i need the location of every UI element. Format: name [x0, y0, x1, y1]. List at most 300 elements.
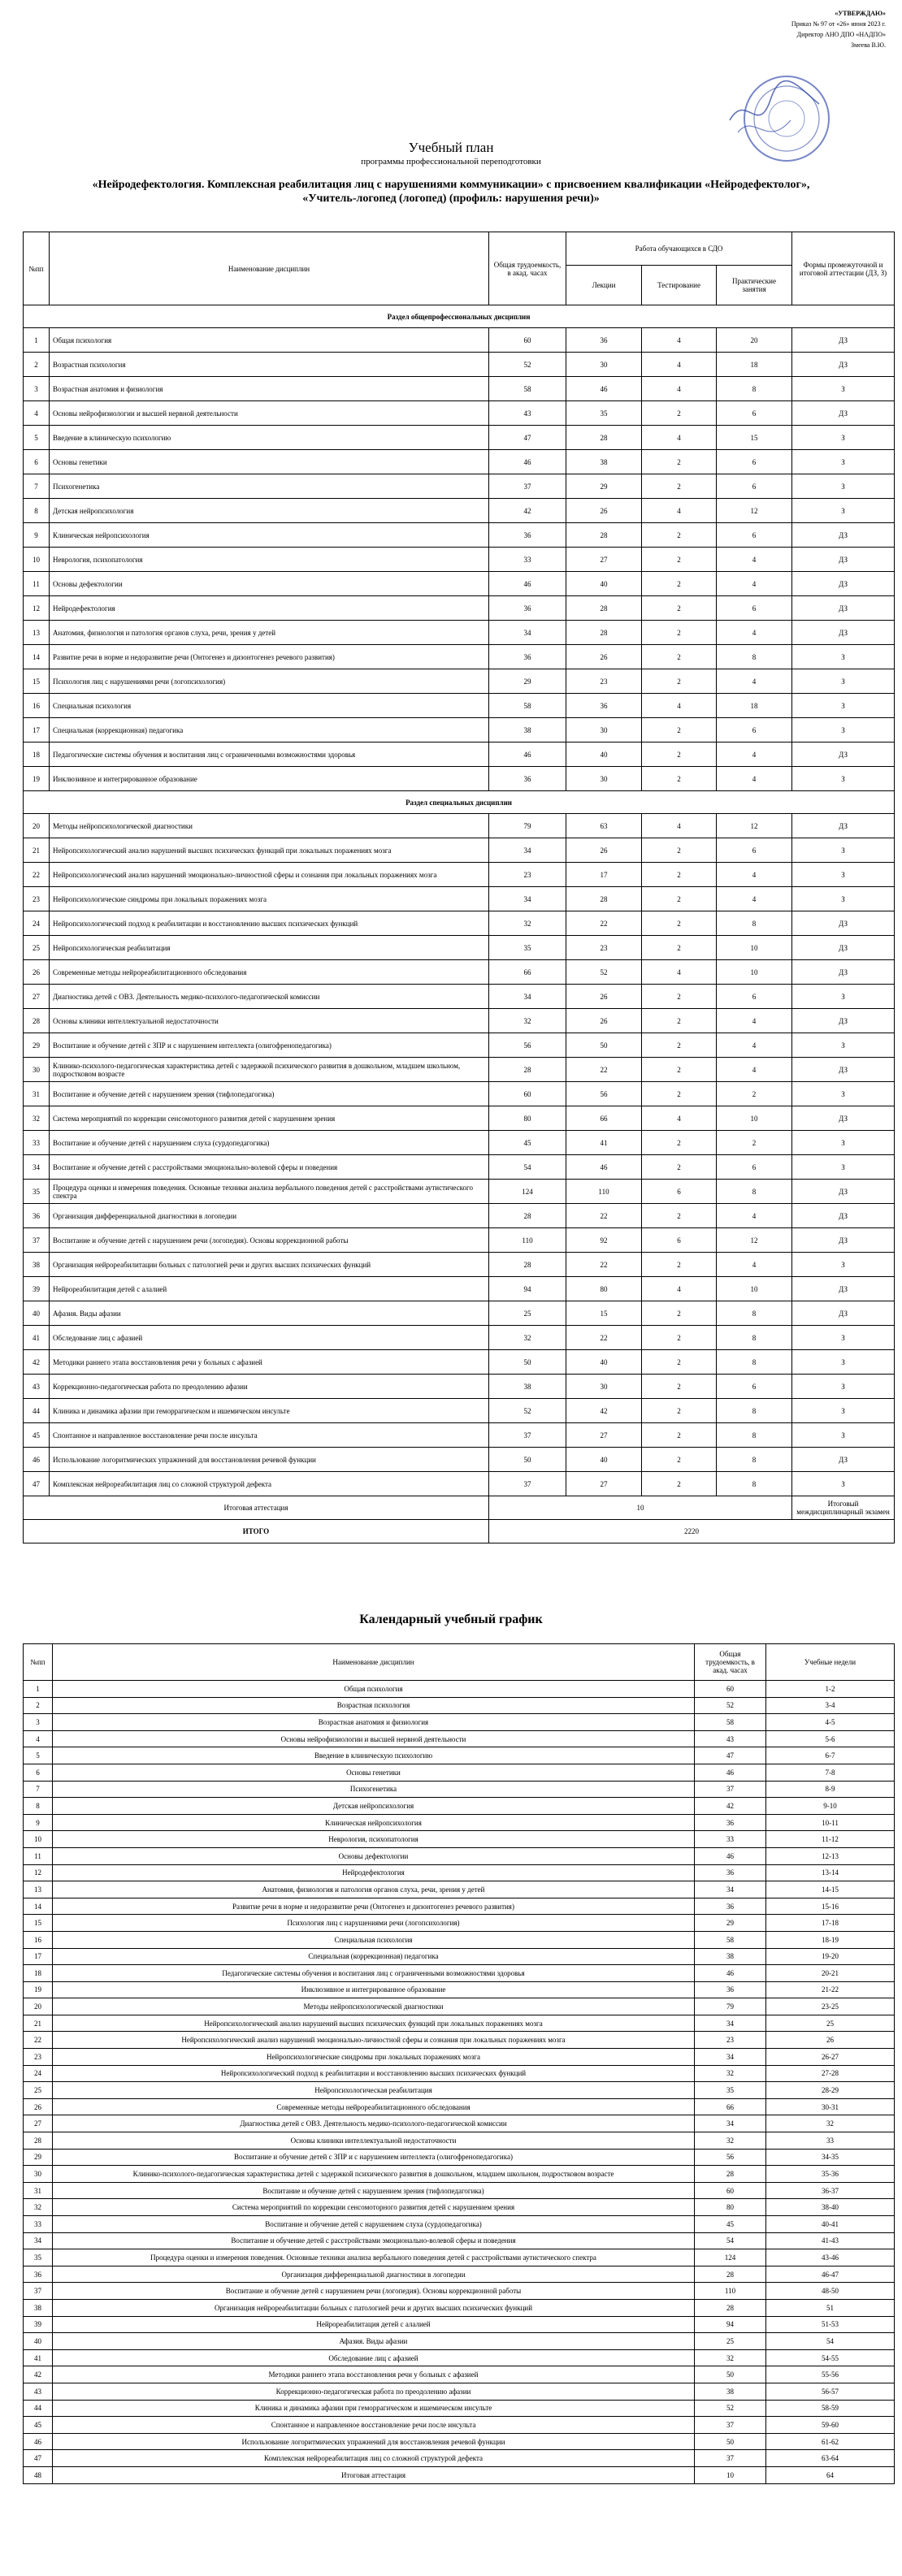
table-row — [24, 694, 895, 718]
table-row — [24, 1423, 895, 1448]
discipline-name: Специальная (коррекционная) педагогика — [53, 1948, 695, 1965]
discipline-name: Психология лиц с нарушениями речи (логопсихология) — [53, 1915, 695, 1932]
row-num: 31 — [24, 1082, 50, 1106]
row-num: 31 — [24, 2182, 53, 2199]
testing-hours: 4 — [642, 499, 717, 523]
attestation-form: З — [792, 426, 895, 450]
testing-hours: 2 — [642, 621, 717, 645]
schedule-row — [24, 2166, 895, 2183]
lecture-hours: 28 — [566, 621, 642, 645]
row-num: 1 — [24, 1681, 53, 1698]
schedule-row — [24, 2032, 895, 2049]
total-hours: 42 — [695, 1798, 766, 1815]
lecture-hours: 38 — [566, 450, 642, 474]
testing-hours: 2 — [642, 596, 717, 621]
total-hours: 25 — [489, 1301, 566, 1326]
attestation-form: ДЗ — [792, 621, 895, 645]
testing-hours: 2 — [642, 838, 717, 863]
row-num: 29 — [24, 2149, 53, 2166]
testing-hours: 4 — [642, 694, 717, 718]
discipline-name: Нейрореабилитация детей с алалией — [50, 1277, 489, 1301]
table-row — [24, 1082, 895, 1106]
testing-hours: 2 — [642, 767, 717, 791]
testing-hours: 2 — [642, 401, 717, 426]
study-weeks: 61-62 — [766, 2433, 895, 2450]
total-hours: 38 — [695, 2383, 766, 2400]
testing-hours: 2 — [642, 1326, 717, 1350]
schedule-row — [24, 2149, 895, 2166]
table-row — [24, 742, 895, 767]
table-row — [24, 1350, 895, 1375]
row-num: 30 — [24, 1058, 50, 1082]
discipline-name: Общая психология — [53, 1681, 695, 1698]
schedule-row — [24, 1881, 895, 1898]
row-num: 25 — [24, 2082, 53, 2099]
total-hours: 32 — [489, 1326, 566, 1350]
discipline-name: Психогенетика — [53, 1781, 695, 1798]
testing-hours: 2 — [642, 718, 717, 742]
practice-hours: 8 — [717, 1472, 792, 1496]
attestation-form: З — [792, 887, 895, 911]
total-hours: 34 — [489, 887, 566, 911]
row-num: 9 — [24, 1814, 53, 1831]
total-hours: 28 — [695, 2299, 766, 2316]
approval-block — [699, 8, 886, 50]
testing-hours: 2 — [642, 1399, 717, 1423]
total-hours: 94 — [489, 1277, 566, 1301]
attestation-form: ДЗ — [792, 596, 895, 621]
table-row — [24, 1180, 895, 1204]
row-num: 24 — [24, 2065, 53, 2082]
attestation-form: З — [792, 1155, 895, 1180]
study-weeks: 33 — [766, 2132, 895, 2150]
testing-hours: 6 — [642, 1228, 717, 1253]
testing-hours: 2 — [642, 985, 717, 1009]
testing-hours: 4 — [642, 426, 717, 450]
schedule-row — [24, 2417, 895, 2434]
attestation-form: З — [792, 1375, 895, 1399]
total-hours: 58 — [695, 1714, 766, 1731]
total-hours: 46 — [695, 1764, 766, 1781]
discipline-name: Спонтанное и направленное восстановление речи после инсульта — [50, 1423, 489, 1448]
practice-hours: 4 — [717, 621, 792, 645]
row-num: 41 — [24, 2349, 53, 2366]
study-weeks: 11-12 — [766, 1831, 895, 1848]
practice-hours: 12 — [717, 1228, 792, 1253]
table-row — [24, 718, 895, 742]
study-weeks: 41-43 — [766, 2232, 895, 2249]
total-hours: 28 — [489, 1058, 566, 1082]
discipline-name: Организация дифференциальной диагностики в логопедии — [50, 1204, 489, 1228]
total-hours: 34 — [489, 985, 566, 1009]
schedule-row — [24, 2366, 895, 2383]
practice-hours: 8 — [717, 911, 792, 936]
attestation-form: З — [792, 838, 895, 863]
final-attestation-form: Итоговый междисциплинарный экзамен — [792, 1496, 895, 1520]
total-hours: 50 — [695, 2433, 766, 2450]
practice-hours: 6 — [717, 474, 792, 499]
schedule-row — [24, 1965, 895, 1982]
row-num: 48 — [24, 2466, 53, 2483]
schedule-row — [24, 1981, 895, 1998]
approval-title: «УТВЕРЖДАЮ» — [835, 10, 886, 17]
practice-hours: 10 — [717, 960, 792, 985]
study-weeks: 17-18 — [766, 1915, 895, 1932]
study-weeks: 35-36 — [766, 2166, 895, 2183]
table-row — [24, 548, 895, 572]
row-num: 38 — [24, 1253, 50, 1277]
practice-hours: 10 — [717, 936, 792, 960]
schedule-row — [24, 1747, 895, 1764]
row-num: 15 — [24, 669, 50, 694]
row-num: 32 — [24, 1106, 50, 1131]
study-weeks: 26-27 — [766, 2049, 895, 2066]
table-row — [24, 936, 895, 960]
row-num: 25 — [24, 936, 50, 960]
attestation-form: ДЗ — [792, 548, 895, 572]
discipline-name: Специальная психология — [53, 1931, 695, 1948]
attestation-form: З — [792, 645, 895, 669]
lecture-hours: 28 — [566, 523, 642, 548]
schedule-row — [24, 1714, 895, 1731]
discipline-name: Организация нейрореабилитации больных с патологией речи и других высших психических функций — [53, 2299, 695, 2316]
total-hours: 32 — [695, 2132, 766, 2150]
total-hours: 46 — [695, 1965, 766, 1982]
schedule-row — [24, 2249, 895, 2266]
total-hours: 32 — [695, 2065, 766, 2082]
total-hours: 79 — [489, 814, 566, 838]
row-num: 35 — [24, 1180, 50, 1204]
study-weeks: 5-6 — [766, 1730, 895, 1747]
practice-hours: 8 — [717, 645, 792, 669]
row-num: 30 — [24, 2166, 53, 2183]
testing-hours: 2 — [642, 450, 717, 474]
table-row — [24, 450, 895, 474]
testing-hours: 2 — [642, 1350, 717, 1375]
row-num: 13 — [24, 1881, 53, 1898]
practice-hours: 6 — [717, 718, 792, 742]
total-hours: 37 — [695, 2450, 766, 2467]
table-row — [24, 838, 895, 863]
total-label: ИТОГО — [24, 1520, 489, 1543]
testing-hours: 4 — [642, 1106, 717, 1131]
total-hours: 37 — [489, 1423, 566, 1448]
practice-hours: 8 — [717, 1301, 792, 1326]
total-hours: 50 — [489, 1448, 566, 1472]
row-num: 35 — [24, 2249, 53, 2266]
schedule-row — [24, 2349, 895, 2366]
discipline-name: Процедура оценки и измерения поведения. Основные техники анализа вербального поведения детей с расстройствами аутистического спектра — [53, 2249, 695, 2266]
row-num: 6 — [24, 1764, 53, 1781]
attestation-form: ДЗ — [792, 401, 895, 426]
table-row — [24, 621, 895, 645]
discipline-name: Нейропсихологические синдромы при локальных поражениях мозга — [53, 2049, 695, 2066]
total-hours: 36 — [695, 1864, 766, 1881]
total-hours: 79 — [695, 1998, 766, 2015]
row-num: 37 — [24, 2283, 53, 2300]
discipline-name: Нейропсихологические синдромы при локальных поражениях мозга — [50, 887, 489, 911]
study-weeks: 54 — [766, 2333, 895, 2350]
discipline-name: Афазия. Виды афазии — [50, 1301, 489, 1326]
discipline-name: Диагностика детей с ОВЗ. Деятельность медико-психолого-педагогической комиссии — [50, 985, 489, 1009]
attestation-form: З — [792, 474, 895, 499]
lecture-hours: 46 — [566, 1155, 642, 1180]
practice-hours: 8 — [717, 1448, 792, 1472]
study-weeks: 7-8 — [766, 1764, 895, 1781]
total-hours: 36 — [489, 523, 566, 548]
row-num: 36 — [24, 1204, 50, 1228]
total-hours: 34 — [695, 2015, 766, 2032]
row-num: 43 — [24, 1375, 50, 1399]
testing-hours: 2 — [642, 474, 717, 499]
testing-hours: 4 — [642, 353, 717, 377]
row-num: 24 — [24, 911, 50, 936]
row-num: 19 — [24, 1981, 53, 1998]
schedule-row — [24, 1831, 895, 1848]
total-hours: 2220 — [489, 1520, 895, 1543]
row-num: 46 — [24, 1448, 50, 1472]
table-row — [24, 1228, 895, 1253]
row-num: 11 — [24, 572, 50, 596]
discipline-name: Введение в клиническую психологию — [53, 1747, 695, 1764]
total-hours: 38 — [489, 718, 566, 742]
study-weeks: 4-5 — [766, 1714, 895, 1731]
schedule-row — [24, 2132, 895, 2150]
row-num: 14 — [24, 1898, 53, 1915]
lecture-hours: 27 — [566, 548, 642, 572]
study-weeks: 55-56 — [766, 2366, 895, 2383]
schedule-row — [24, 2450, 895, 2467]
practice-hours: 4 — [717, 887, 792, 911]
testing-hours: 2 — [642, 1423, 717, 1448]
attestation-form: ДЗ — [792, 1204, 895, 1228]
total-hours: 35 — [695, 2082, 766, 2099]
discipline-name: Основы нейрофизиологии и высшей нервной деятельности — [50, 401, 489, 426]
total-hours: 23 — [695, 2032, 766, 2049]
testing-hours: 2 — [642, 863, 717, 887]
attestation-form: З — [792, 1472, 895, 1496]
schedule-row — [24, 1915, 895, 1932]
schedule-row — [24, 1998, 895, 2015]
row-num: 1 — [24, 328, 50, 353]
discipline-name: Комплексная нейрореабилитация лиц со сложной структурой дефекта — [50, 1472, 489, 1496]
testing-hours: 4 — [642, 1277, 717, 1301]
lecture-hours: 50 — [566, 1033, 642, 1058]
lecture-hours: 29 — [566, 474, 642, 499]
lecture-hours: 41 — [566, 1131, 642, 1155]
attestation-form: З — [792, 1253, 895, 1277]
discipline-name: Основы генетики — [53, 1764, 695, 1781]
discipline-name: Итоговая аттестация — [53, 2466, 695, 2483]
discipline-name: Неврология, психопатология — [53, 1831, 695, 1848]
lecture-hours: 26 — [566, 499, 642, 523]
row-num: 17 — [24, 718, 50, 742]
study-weeks: 14-15 — [766, 1881, 895, 1898]
study-weeks: 28-29 — [766, 2082, 895, 2099]
row-num: 36 — [24, 2266, 53, 2283]
discipline-name: Детская нейропсихология — [53, 1798, 695, 1815]
table-row — [24, 1033, 895, 1058]
study-weeks: 43-46 — [766, 2249, 895, 2266]
table-row — [24, 523, 895, 548]
document-title: Учебный план — [408, 140, 494, 155]
row-num: 19 — [24, 767, 50, 791]
total-hours: 36 — [695, 1898, 766, 1915]
total-hours: 46 — [489, 742, 566, 767]
discipline-name: Использование логоритмических упражнений для восстановления речевой функции — [53, 2433, 695, 2450]
attestation-form: ДЗ — [792, 814, 895, 838]
discipline-name: Нейропсихологическая реабилитация — [53, 2082, 695, 2099]
lecture-hours: 26 — [566, 985, 642, 1009]
testing-hours: 4 — [642, 814, 717, 838]
total-hours: 80 — [695, 2199, 766, 2216]
lecture-hours: 22 — [566, 911, 642, 936]
row-num: 33 — [24, 2216, 53, 2233]
total-hours: 56 — [489, 1033, 566, 1058]
row-num: 23 — [24, 887, 50, 911]
practice-hours: 4 — [717, 548, 792, 572]
row-num: 39 — [24, 1277, 50, 1301]
total-hours: 34 — [489, 621, 566, 645]
attestation-form: З — [792, 1131, 895, 1155]
row-num: 33 — [24, 1131, 50, 1155]
study-weeks: 59-60 — [766, 2417, 895, 2434]
attestation-form: ДЗ — [792, 1058, 895, 1082]
total-hours: 124 — [695, 2249, 766, 2266]
practice-hours: 6 — [717, 450, 792, 474]
study-weeks: 64 — [766, 2466, 895, 2483]
study-weeks: 58-59 — [766, 2400, 895, 2417]
discipline-name: Основы генетики — [50, 450, 489, 474]
practice-hours: 8 — [717, 1423, 792, 1448]
schedule-row — [24, 2182, 895, 2199]
practice-hours: 4 — [717, 1009, 792, 1033]
row-num: 39 — [24, 2316, 53, 2333]
study-weeks: 18-19 — [766, 1931, 895, 1948]
attestation-form: ДЗ — [792, 1009, 895, 1033]
row-num: 23 — [24, 2049, 53, 2066]
schedule-row — [24, 1814, 895, 1831]
discipline-name: Клиника и динамика афазии при геморрагическом и ишемическом инсульте — [53, 2400, 695, 2417]
row-num: 38 — [24, 2299, 53, 2316]
lecture-hours: 30 — [566, 353, 642, 377]
row-num: 34 — [24, 1155, 50, 1180]
practice-hours: 4 — [717, 669, 792, 694]
total-hours: 34 — [695, 1881, 766, 1898]
table-row — [24, 911, 895, 936]
schedule-row — [24, 1864, 895, 1881]
study-weeks: 15-16 — [766, 1898, 895, 1915]
practice-hours: 10 — [717, 1277, 792, 1301]
study-weeks: 10-11 — [766, 1814, 895, 1831]
discipline-name: Нейродефектология — [53, 1864, 695, 1881]
row-num: 28 — [24, 2132, 53, 2150]
practice-hours: 10 — [717, 1106, 792, 1131]
row-num: 2 — [24, 353, 50, 377]
total-hours: 54 — [489, 1155, 566, 1180]
table-row — [24, 985, 895, 1009]
total-hours: 45 — [489, 1131, 566, 1155]
schedule-row — [24, 1697, 895, 1714]
study-weeks: 40-41 — [766, 2216, 895, 2233]
study-weeks: 13-14 — [766, 1864, 895, 1881]
discipline-name: Развитие речи в норме и недоразвитие речи (Онтогенез и дизонтогенез речевого развития) — [53, 1898, 695, 1915]
row-num: 44 — [24, 1399, 50, 1423]
row-num: 8 — [24, 499, 50, 523]
table-row — [24, 596, 895, 621]
attestation-form: З — [792, 767, 895, 791]
total-hours: 50 — [489, 1350, 566, 1375]
lecture-hours: 40 — [566, 572, 642, 596]
discipline-name: Обследование лиц с афазией — [53, 2349, 695, 2366]
testing-hours: 2 — [642, 1009, 717, 1033]
total-hours: 60 — [489, 1082, 566, 1106]
total-hours: 52 — [489, 1399, 566, 1423]
total-hours: 28 — [489, 1253, 566, 1277]
schedule-table — [23, 1643, 895, 2484]
discipline-name: Методы нейропсихологической диагностики — [50, 814, 489, 838]
total-hours: 46 — [695, 1847, 766, 1864]
plan-header-lectures: Лекции — [566, 266, 642, 305]
schedule-row — [24, 1931, 895, 1948]
testing-hours: 2 — [642, 1131, 717, 1155]
sched-header-hours: Общая трудоемкость, в акад. часах — [695, 1644, 766, 1681]
schedule-row — [24, 2299, 895, 2316]
total-hours: 37 — [695, 2417, 766, 2434]
discipline-name: Педагогические системы обучения и воспитания лиц с ограниченными возможностями здоровья — [50, 742, 489, 767]
lecture-hours: 23 — [566, 669, 642, 694]
row-num: 29 — [24, 1033, 50, 1058]
lecture-hours: 63 — [566, 814, 642, 838]
schedule-row — [24, 2115, 895, 2132]
row-num: 40 — [24, 2333, 53, 2350]
total-row — [24, 1520, 895, 1543]
discipline-name: Возрастная анатомия и физиология — [53, 1714, 695, 1731]
discipline-name: Нейропсихологический подход к реабилитации и восстановлению высших психических функций — [50, 911, 489, 936]
row-num: 9 — [24, 523, 50, 548]
row-num: 22 — [24, 2032, 53, 2049]
attestation-form: З — [792, 1326, 895, 1350]
total-hours: 32 — [695, 2349, 766, 2366]
discipline-name: Специальная (коррекционная) педагогика — [50, 718, 489, 742]
study-weeks: 1-2 — [766, 1681, 895, 1698]
attestation-form: З — [792, 1082, 895, 1106]
discipline-name: Система мероприятий по коррекции сенсомоторного развития детей с нарушением зрения — [53, 2199, 695, 2216]
schedule-row — [24, 1681, 895, 1698]
total-hours: 43 — [695, 1730, 766, 1747]
testing-hours: 2 — [642, 742, 717, 767]
row-num: 26 — [24, 960, 50, 985]
practice-hours: 6 — [717, 985, 792, 1009]
testing-hours: 2 — [642, 887, 717, 911]
lecture-hours: 40 — [566, 1350, 642, 1375]
testing-hours: 2 — [642, 1082, 717, 1106]
attestation-form: З — [792, 669, 895, 694]
lecture-hours: 22 — [566, 1204, 642, 1228]
lecture-hours: 22 — [566, 1058, 642, 1082]
document-subtitle: программы профессиональной переподготовки — [361, 157, 541, 167]
row-num: 28 — [24, 1009, 50, 1033]
discipline-name: Клинико-психолого-педагогическая характеристика детей с задержкой психического развития в дошкольном, младшем школьном, подростковом возрасте — [53, 2166, 695, 2183]
total-hours: 66 — [489, 960, 566, 985]
attestation-form: ДЗ — [792, 936, 895, 960]
discipline-name: Нейропсихологический подход к реабилитации и восстановлению высших психических функций — [53, 2065, 695, 2082]
discipline-name: Современные методы нейрореабилитационного обследования — [50, 960, 489, 985]
discipline-name: Воспитание и обучение детей с расстройствами эмоционально-волевой сферы и поведения — [53, 2232, 695, 2249]
discipline-name: Организация нейрореабилитации больных с патологией речи и других высших психических функций — [50, 1253, 489, 1277]
total-hours: 124 — [489, 1180, 566, 1204]
lecture-hours: 46 — [566, 377, 642, 401]
